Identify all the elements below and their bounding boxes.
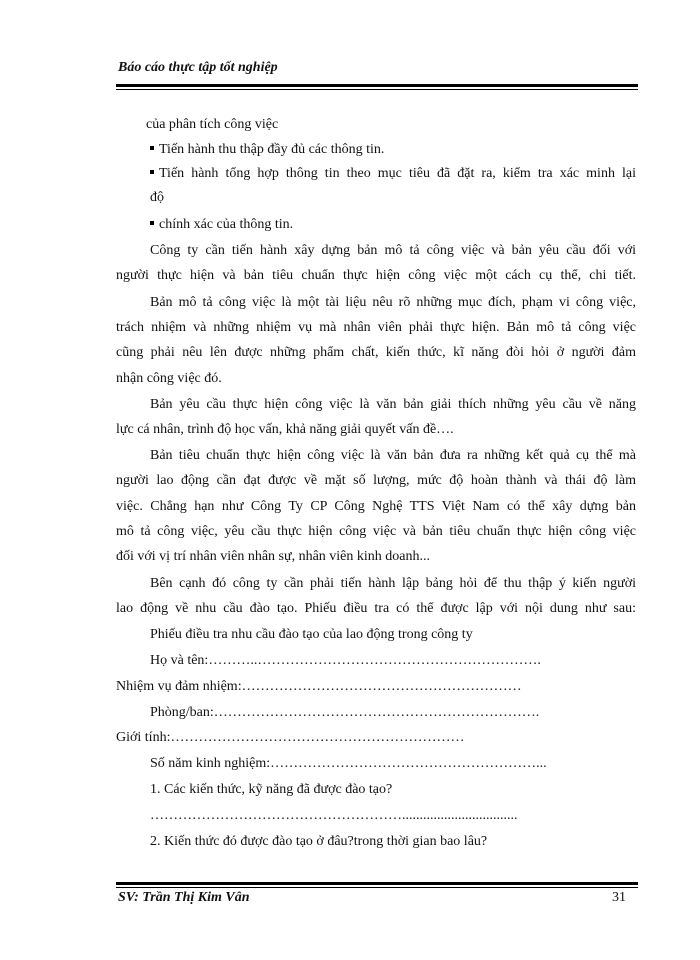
paragraph-line: người lao động cần đạt được về mặt số lượng, mức độ hoàn thành và thái độ làm [116,473,636,488]
paragraph-line: Bản tiêu chuẩn thực hiện công việc là văn bản đưa ra những kết quả cụ thể mà [150,448,636,463]
paragraph-line: nhận công việc đó. [116,371,222,386]
text-line: độ [150,190,164,205]
bullet-item: Tiến hành tổng hợp thông tin theo mục tiêu đã đặt ra, kiểm tra xác minh lại [150,165,636,183]
form-field-gender: Giới tính:……………………………………………………… [116,730,465,745]
bullet-item: chính xác của thông tin. [150,216,293,234]
answer-line: ………………………………………………................................. [150,808,518,823]
header-rule-thick [116,84,638,87]
paragraph-line: Bản mô tả công việc là một tài liệu nêu rõ những mục đích, phạm vi công việc, [150,295,636,310]
header-title: Báo cáo thực tập tốt nghiệp [118,60,278,75]
bullet-icon [150,221,154,225]
paragraph-line: đối với vị trí nhân viên nhân sự, nhân viên kinh doanh... [116,549,431,564]
paragraph-line: việc. Chẳng hạn như Công Ty CP Công Nghệ TTS Việt Nam có thể xây dựng bản [116,499,636,514]
paragraph-line: trách nhiệm và những nhiệm vụ mà nhân viên phải thực hiện. Bản mô tả công việc [116,320,636,335]
paragraph-line: Bản yêu cầu thực hiện công việc là văn bản giải thích những yêu cầu về năng [150,397,636,412]
paragraph-line: lao động về nhu cầu đào tạo. Phiếu điều tra có thể được lập với nội dung như sau: [116,601,636,616]
page-number: 31 [612,890,626,905]
form-field-duty: Nhiệm vụ đảm nhiệm:…………………………………………………… [116,679,522,694]
bullet-item: Tiến hành thu thập đầy đủ các thông tin. [150,141,384,159]
footer-author: SV: Trần Thị Kim Vân [118,890,250,905]
paragraph-line: Bên cạnh đó công ty cần phải tiến hành lập bảng hỏi để thu thập ý kiến người [150,576,636,591]
header-rule-thin [116,89,638,90]
paragraph-line: Công ty cần tiến hành xây dựng bản mô tả công việc và bản yêu cầu đối với [150,243,636,258]
footer-rule-thick [116,882,638,885]
form-field-experience: Số năm kinh nghiệm:…………………………………………………... [150,756,547,771]
paragraph-line: lực cá nhân, trình độ học vấn, khả năng giải quyết vấn đề…. [116,422,454,437]
footer-rule-thin [116,887,638,888]
bullet-icon [150,146,154,150]
text-line: của phân tích công việc [146,117,279,132]
paragraph-line: mô tả công việc, yêu cầu thực hiện công việc và bản tiêu chuẩn thực hiện công việc [116,524,636,539]
question-item: 2. Kiến thức đó được đào tạo ở đâu?trong thời gian bao lâu? [150,834,488,849]
paragraph-line: cũng phải nêu lên được những phẩm chất, kiến thức, kĩ năng đòi hỏi ở người đảm [116,345,636,360]
form-field-department: Phòng/ban:……………………………………………………………. [150,705,540,720]
form-field-name: Họ và tên:………..……………………………………………………. [150,653,541,668]
question-item: 1. Các kiến thức, kỹ năng đã được đào tạo? [150,782,393,797]
survey-title: Phiếu điều tra nhu cầu đào tạo của lao động trong công ty [150,627,473,642]
bullet-icon [150,170,154,174]
paragraph-line: người thực hiện và bản tiêu chuẩn thực hiện công việc một cách cụ thể, chi tiết. [116,268,636,283]
